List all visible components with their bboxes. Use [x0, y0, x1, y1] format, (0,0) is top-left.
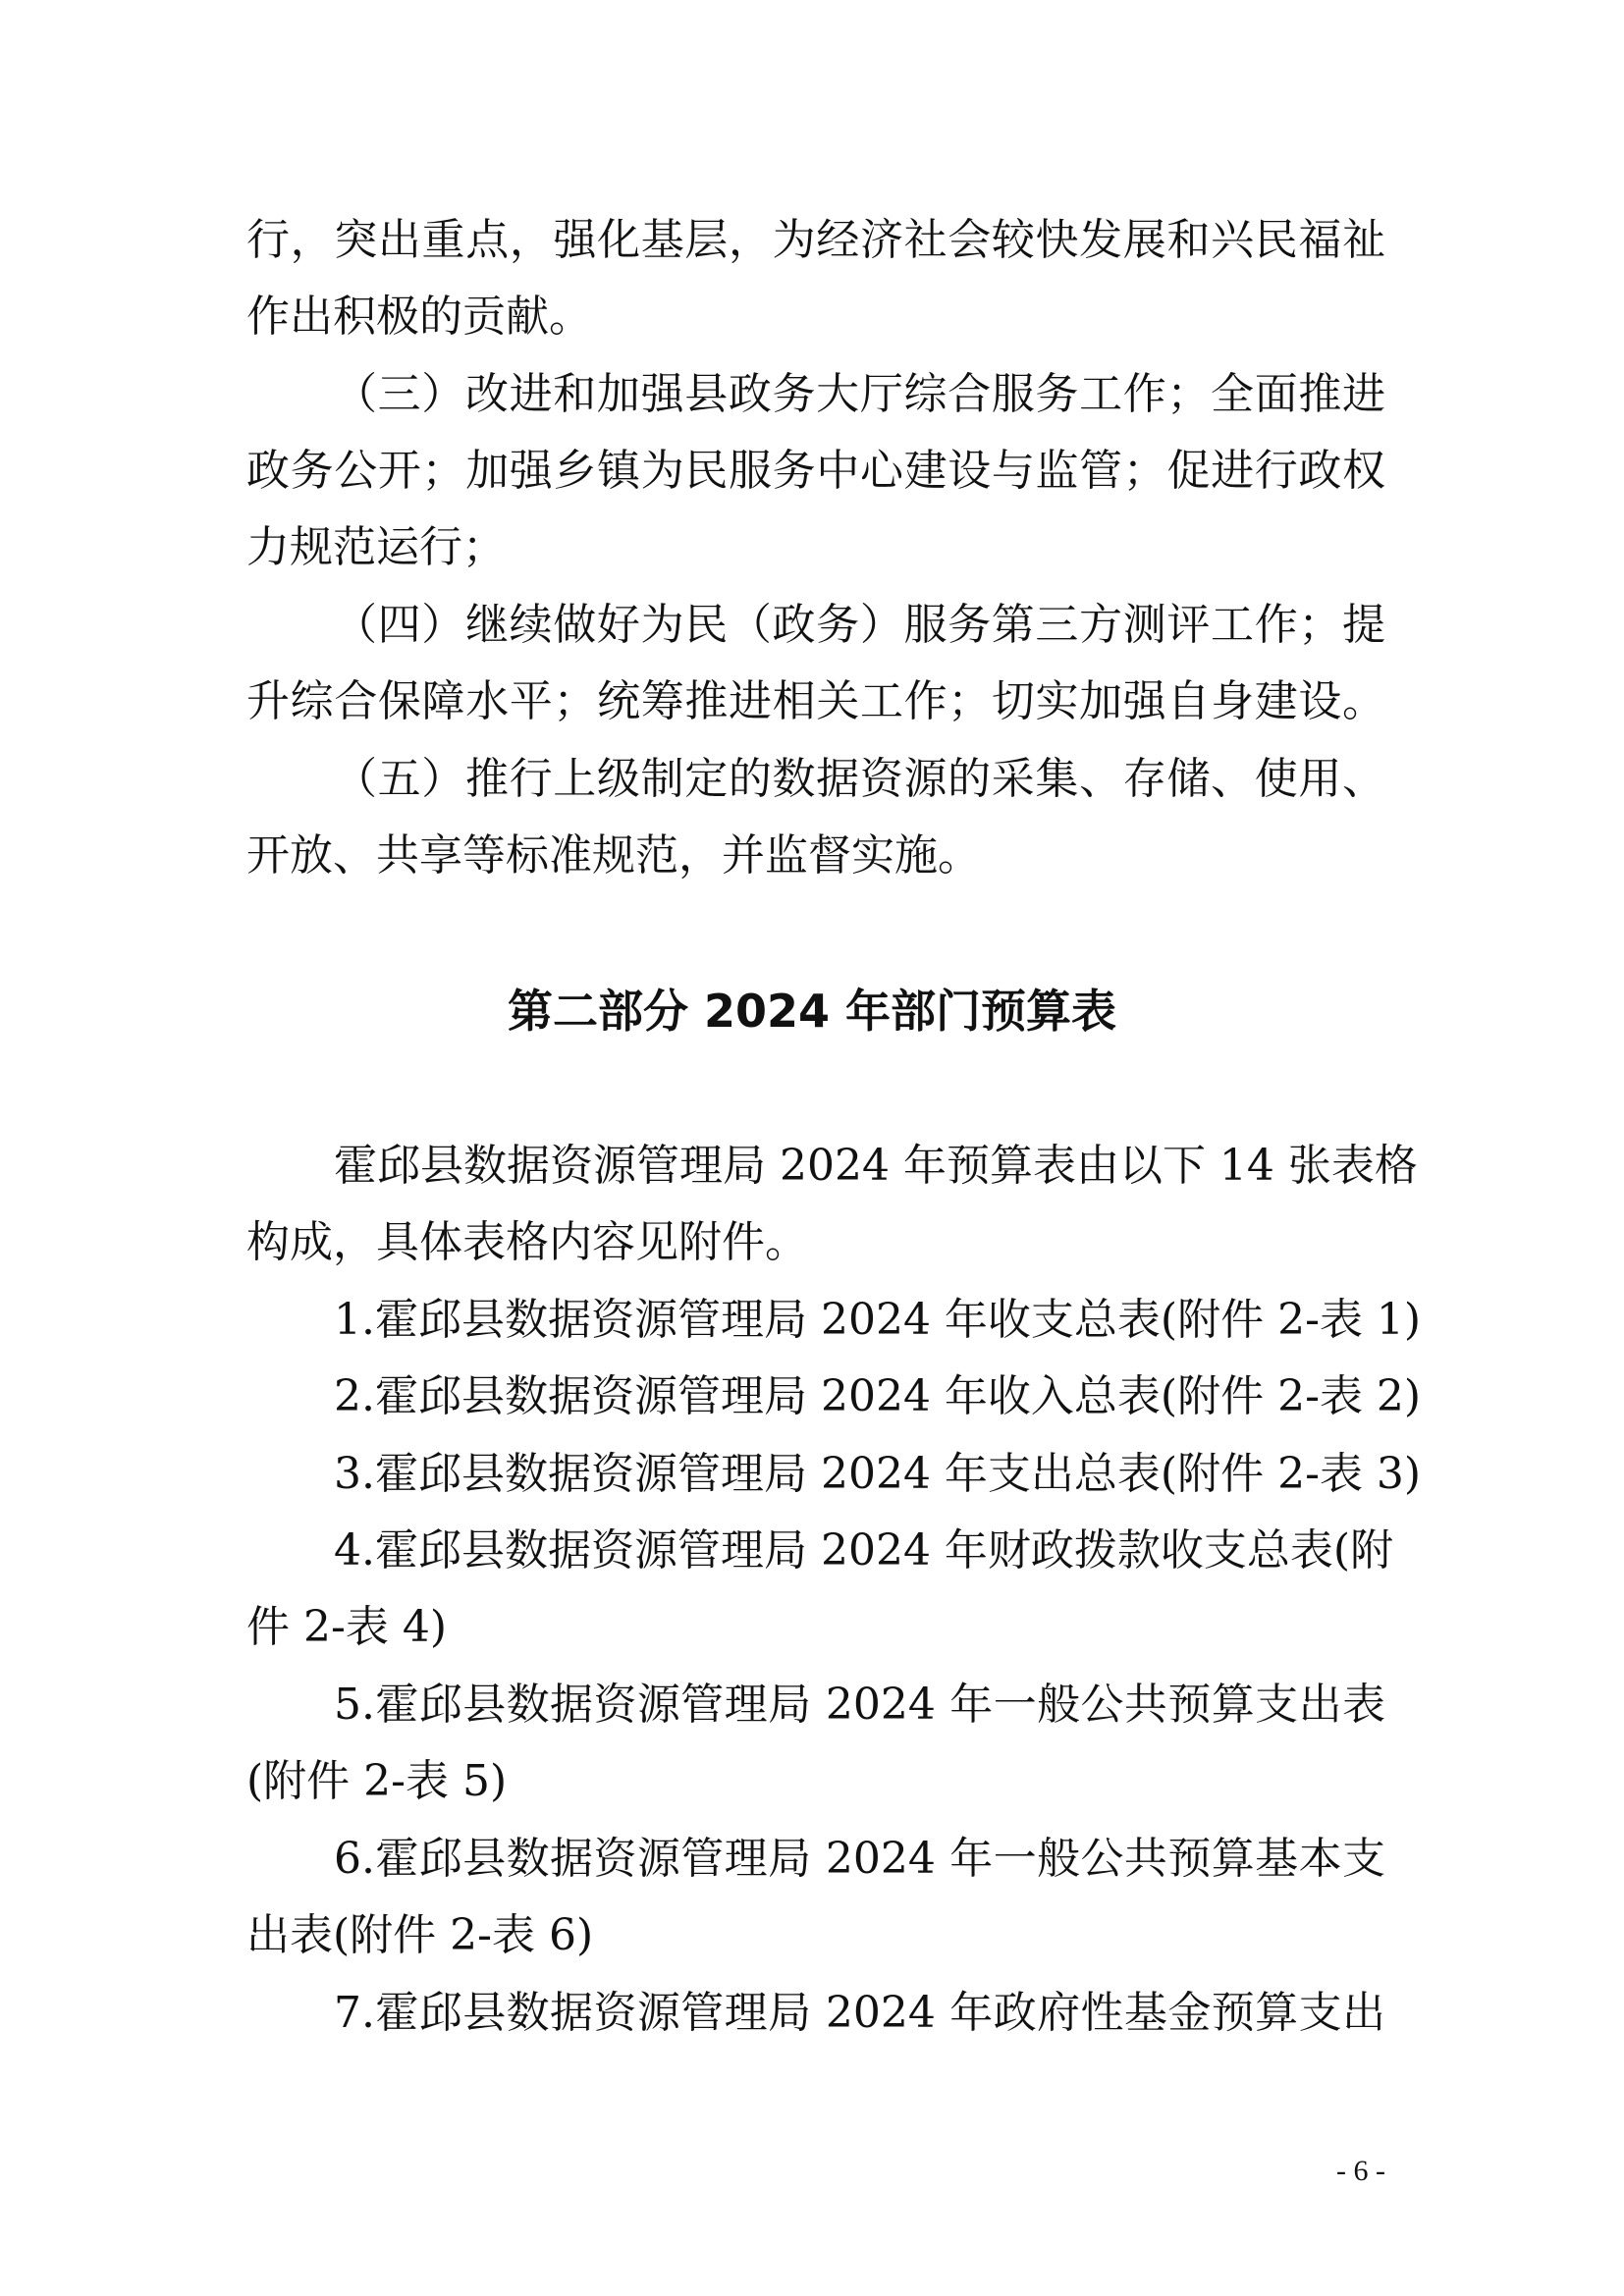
paragraph-line: 霍邱县数据资源管理局 2024 年预算表由以下 14 张表格 [334, 1141, 1418, 1191]
paragraph-line: 开放、共享等标准规范，并监督实施。 [246, 830, 981, 881]
list-item: 2.霍邱县数据资源管理局 2024 年收入总表(附件 2-表 2) [334, 1371, 1422, 1421]
list-item: 4.霍邱县数据资源管理局 2024 年财政拨款收支总表(附 [334, 1525, 1394, 1575]
list-item: 3.霍邱县数据资源管理局 2024 年支出总表(附件 2-表 3) [334, 1449, 1422, 1499]
paragraph-line: （三）改进和加强县政务大厅综合服务工作；全面推进 [334, 369, 1385, 419]
list-item-continuation: 出表(附件 2-表 6) [246, 1910, 594, 1960]
paragraph-line: （四）继续做好为民（政务）服务第三方测评工作；提 [334, 600, 1385, 650]
paragraph-line: 作出积极的贡献。 [246, 292, 592, 342]
list-item: 1.霍邱县数据资源管理局 2024 年收支总表(附件 2-表 1) [334, 1295, 1422, 1345]
list-item-continuation: 件 2-表 4) [246, 1602, 447, 1652]
paragraph-line: （五）推行上级制定的数据资源的采集、存储、使用、 [334, 754, 1385, 804]
paragraph-line: 构成，具体表格内容见附件。 [246, 1217, 808, 1267]
list-item-continuation: (附件 2-表 5) [246, 1756, 508, 1806]
section-heading: 第二部分 2024 年部门预算表 [507, 985, 1117, 1038]
list-item: 7.霍邱县数据资源管理局 2024 年政府性基金预算支出 [334, 1988, 1385, 2038]
paragraph-line: 升综合保障水平；统筹推进相关工作；切实加强自身建设。 [246, 676, 1385, 726]
paragraph-line: 力规范运行； [246, 522, 506, 572]
list-item: 5.霍邱县数据资源管理局 2024 年一般公共预算支出表 [334, 1680, 1385, 1730]
page-number: - 6 - [1336, 2155, 1385, 2187]
paragraph-line: 政务公开；加强乡镇为民服务中心建设与监管；促进行政权 [246, 446, 1385, 496]
list-item: 6.霍邱县数据资源管理局 2024 年一般公共预算基本支 [334, 1834, 1385, 1884]
paragraph-line: 行，突出重点，强化基层，为经济社会较快发展和兴民福祉 [246, 215, 1385, 265]
